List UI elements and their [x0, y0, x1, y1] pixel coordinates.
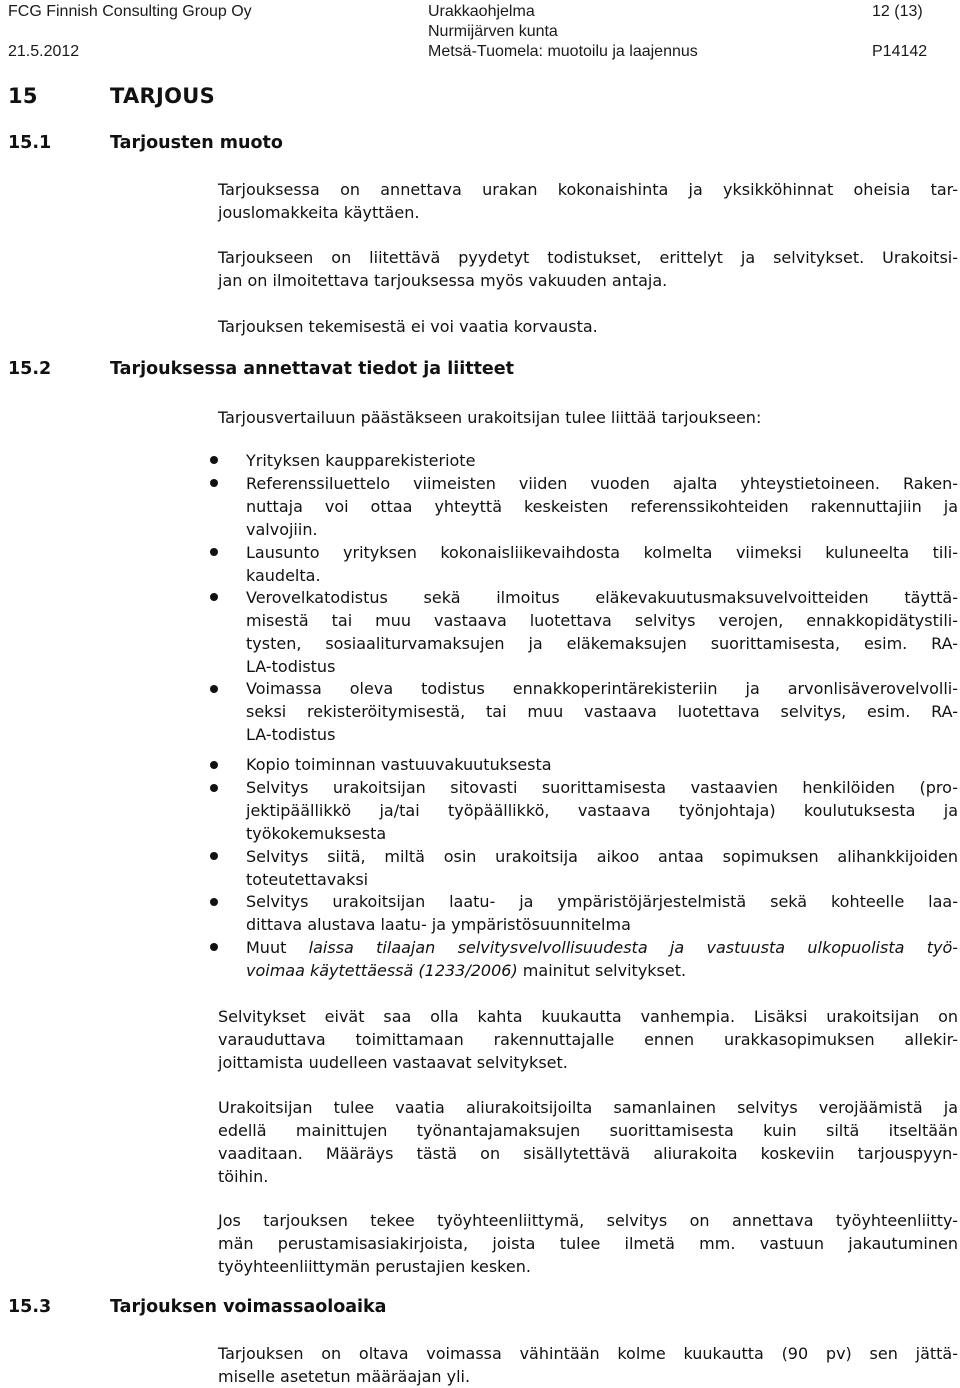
paragraph-no-compensation: Tarjouksen tekemisestä ei voi vaatia korvausta.: [218, 317, 598, 336]
subsection-2-title: Tarjouksessa annettavat tiedot ja liitteet: [110, 359, 515, 379]
list-item: Selvitys urakoitsijan laatu- ja ympäristöjärjestelmistä sekä kohteelle laa- dittava alustava laatu- ja ympäristösuunnitelma: [246, 892, 958, 934]
header-date: 21.5.2012: [8, 43, 80, 60]
header-project: Metsä-Tuomela: muotoilu ja laajennus: [428, 43, 698, 60]
bullet-icon: [210, 898, 218, 906]
bullet-icon: [210, 761, 218, 769]
paragraph-intro: Tarjousvertailuun päästäkseen urakoitsijan tulee liittää tarjoukseen:: [218, 408, 762, 427]
list-item: Yrityksen kaupparekisteriote: [246, 451, 476, 470]
paragraph-offer-form: Tarjouksessa on annettava urakan kokonaishinta ja yksikköhinnat oheisia tar- jouslomakkeita käyttäen.: [218, 180, 958, 222]
section-number: 15: [8, 84, 38, 108]
list-item: Verovelkatodistus sekä ilmoitus eläkevakuutusmaksuvelvoitteiden täyttä- misestä tai muu vastaava luotettava selvitys verojen, ennakkopidätystili- tysten, sosiaaliturvamaksujen ja eläkemaksujen suorittamisesta, esim. RA- LA-todistus: [246, 588, 958, 676]
header-company: FCG Finnish Consulting Group Oy: [8, 3, 252, 20]
bullet-icon: [210, 852, 218, 860]
header-page-number: 12 (13): [872, 3, 923, 20]
paragraph-offer-validity: Tarjouksen on oltava voimassa vähintään kolme kuukautta (90 pv) sen jättä- miselle asetetun määräajan yli.: [218, 1344, 958, 1386]
bullet-icon: [210, 548, 218, 556]
bullet-icon: [210, 456, 218, 464]
bullet-icon: [210, 479, 218, 487]
list-item: Lausunto yrityksen kokonaisliikevaihdosta kolmelta viimeksi kuluneelta tili- kaudelta.: [246, 543, 958, 585]
list-item: Selvitys siitä, miltä osin urakoitsija aikoo antaa sopimuksen alihankkijoiden toteutettavaksi: [246, 847, 958, 889]
paragraph-joint-venture: Jos tarjouksen tekee työyhteenliittymä, selvitys on annettava työyhteenliitty- män perustamisasiakirjoista, joista tulee ilmetä mm. vastuun jakautuminen työyhteenliittymän perustajien kesken.: [218, 1211, 958, 1276]
subsection-3-number: 15.3: [8, 1297, 52, 1317]
bullet-icon: [210, 685, 218, 693]
list-item: Selvitys urakoitsijan sitovasti suorittamisesta vastaavien henkilöiden (pro- jektipäällikkö ja/tai työpäällikkö, vastaava työnjohtaja) koulutuksesta ja työkokemuksesta: [246, 778, 958, 843]
list-item: Muut laissa tilaajan selvitysvelvollisuudesta ja vastuusta ulkopuolista työ- voimaa käytettäessä (1233/2006) mainitut selvitykset.: [246, 938, 958, 980]
subsection-3-title: Tarjouksen voimassaoloaika: [110, 1297, 387, 1317]
paragraph-subcontractors: Urakoitsijan tulee vaatia aliurakoitsijoilta samanlainen selvitys verojäämistä ja edellä mainittujen työnantajamaksujen suorittamisesta kuin siltä itseltään vaaditaan. Määräys tästä on sisällytettävä aliurakoita koskeviin tarjouspyyn- töihin.: [218, 1098, 958, 1186]
bullet-icon: [210, 943, 218, 951]
list-item: Voimassa oleva todistus ennakkoperintärekisteriin ja arvonlisäverovelvolli- seksi rekisteröitymisestä, tai muu vastaava luotettava selvitys, esim. RA- LA-todistus: [246, 679, 958, 744]
paragraph-attachments: Tarjoukseen on liitettävä pyydetyt todistukset, erittelyt ja selvitykset. Urakoitsi- jan on ilmoitettava tarjouksessa myös vakuuden antaja.: [218, 248, 958, 290]
section-title: TARJOUS: [110, 84, 216, 108]
list-item: Kopio toiminnan vastuuvakuutuksesta: [246, 755, 552, 774]
subsection-1-number: 15.1: [8, 133, 52, 153]
list-item: Referenssiluettelo viimeisten viiden vuoden ajalta yhteystietoineen. Raken- nuttaja voi ottaa yhteyttä keskeisten referenssikohteiden rakennuttajiin ja valvojiin.: [246, 474, 958, 539]
subsection-2-number: 15.2: [8, 359, 52, 379]
paragraph-validity-of-reports: Selvitykset eivät saa olla kahta kuukautta vanhempia. Lisäksi urakoitsijan on varauduttava toimittamaan rakennuttajalle ennen urakkasopimuksen allekir- joittamista uudelleen vastaavat selvitykset.: [218, 1007, 958, 1072]
header-project-number: P14142: [872, 43, 928, 60]
bullet-icon: [210, 784, 218, 792]
header-doc-type: Urakkaohjelma: [428, 3, 535, 20]
bullet-icon: [210, 593, 218, 601]
subsection-1-title: Tarjousten muoto: [110, 133, 283, 153]
header-client: Nurmijärven kunta: [428, 23, 558, 40]
